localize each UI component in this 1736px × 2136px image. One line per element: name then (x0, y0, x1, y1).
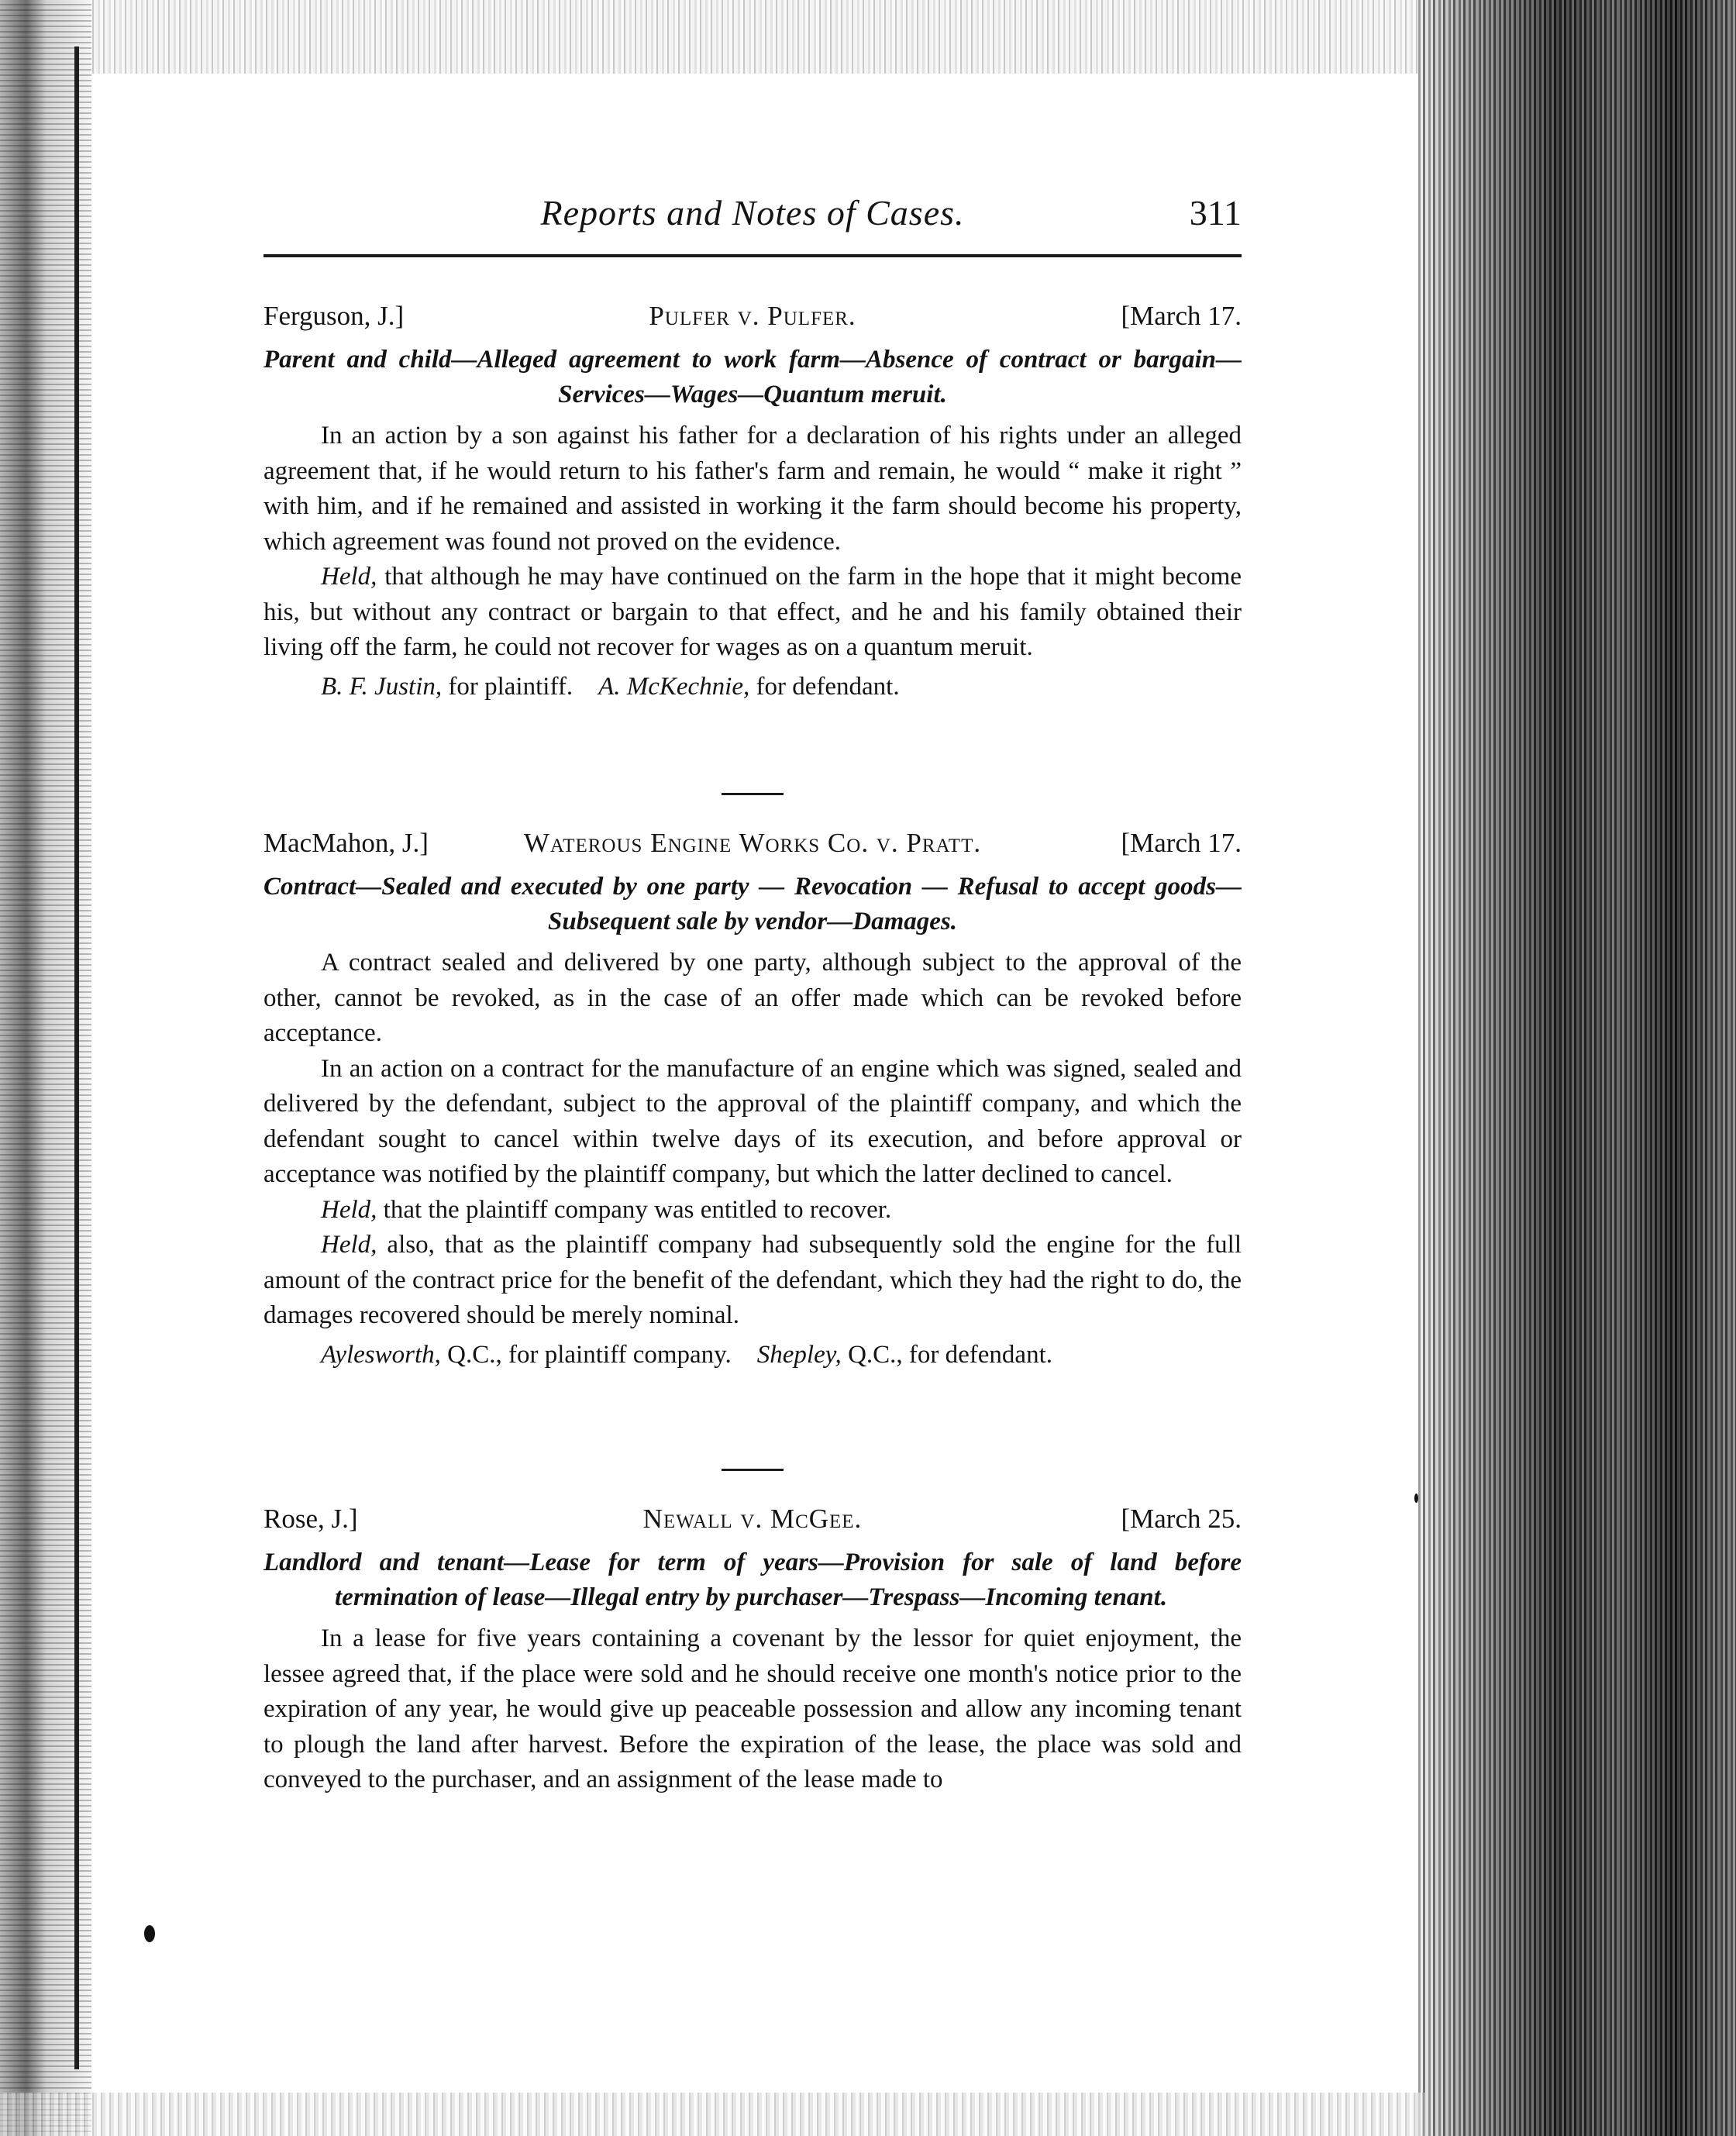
case-catchwords: Contract—Sealed and executed by one party — Revocation — Refusal to accept goods—Subsequent sale by vendor—Damages. (264, 873, 1242, 935)
case-date: [March 17. (1121, 828, 1242, 858)
case-heading (264, 1504, 1242, 1542)
plaintiff-role: Q.C., for plaintiff company. (440, 1340, 732, 1369)
defendant-role: Q.C., for defendant. (841, 1340, 1052, 1369)
scan-left-rule (74, 47, 79, 2069)
case-catchwords: Landlord and tenant—Lease for term of years—Provision for sale of land before termination of lease—Illegal entry by purchaser—Trespass—Incoming tenant. (264, 1549, 1242, 1611)
case-date: [March 25. (1121, 1504, 1242, 1534)
case-heading (264, 301, 1242, 339)
case-holding (264, 560, 1242, 666)
defendant-role: for defendant. (749, 672, 900, 701)
header-rule (264, 254, 1242, 257)
case-pulfer (264, 301, 1242, 705)
plaintiff-counsel: Aylesworth, (321, 1340, 441, 1369)
case-waterous (264, 828, 1242, 1373)
case-date: [March 17. (1121, 301, 1242, 331)
case-paragraph: A contract sealed and delivered by one party, although subject to the approval of the other, cannot be revoked, as in the case of an offer made which can be revoked before acceptance. (264, 949, 1242, 1047)
case-catchwords: Parent and child—Alleged agreement to work farm—Absence of contract or bargain—Services—Wages—Quantum meruit. (264, 346, 1242, 408)
held-label: Held, (321, 563, 377, 591)
case-holding (264, 1193, 1242, 1228)
running-title: Reports and Notes of Cases. (540, 193, 965, 233)
held-label: Held, (321, 1231, 377, 1259)
case-name: Waterous Engine Works Co. v. Pratt. (523, 828, 982, 858)
plaintiff-counsel: B. F. Justin, (321, 672, 443, 701)
scan-speck (1414, 1493, 1418, 1503)
document-page (264, 192, 1242, 1793)
case-judge: Rose, J.] (264, 1504, 358, 1534)
case-name: Newall v. McGee. (642, 1504, 863, 1534)
held-label: Held, (321, 1195, 377, 1224)
case-judge: Ferguson, J.] (264, 301, 405, 331)
case-judge: MacMahon, J.] (264, 828, 429, 858)
held-text: also, that as the plaintiff company had subsequently sold the engine for the full amount of the contract price for the benefit of the defendant, which they had the right to do, the damages recovered should be merely nominal. (264, 1231, 1242, 1329)
scan-noise-bottom (0, 2093, 1426, 2136)
case-newall (264, 1504, 1242, 1798)
case-separator (722, 1469, 784, 1471)
case-heading (264, 828, 1242, 866)
case-counsel (264, 1337, 1242, 1373)
case-holding (264, 1228, 1242, 1334)
defendant-counsel: A. McKechnie, (598, 672, 750, 701)
running-head (264, 192, 1242, 246)
case-paragraph: In an action on a contract for the manufacture of an engine which was signed, sealed and delivered by the defendant, subject to the approval of the plaintiff company, and which the defendant sought to cancel within twelve days of its execution, and before approval or acceptance was notified by the plaintiff company, but which the latter declined to cancel. (264, 1054, 1242, 1188)
held-text: that the plaintiff company was entitled to recover. (377, 1195, 892, 1224)
case-name: Pulfer v. Pulfer. (649, 301, 856, 331)
held-text: that although he may have continued on the farm in the hope that it might become his, but without any contract or bargain to that effect, and he and his family obtained their living off the farm, he could not recover for wages as on a quantum meruit. (264, 563, 1242, 661)
case-counsel (264, 669, 1242, 705)
page-number: 311 (1189, 193, 1242, 233)
defendant-counsel: Shepley, (756, 1340, 842, 1369)
case-paragraph: In an action by a son against his father for a declaration of his rights under an alleged agreement that, if he would return to his father's farm and remain, he would “ make it right ” with him, and if he remained and assisted in working it the farm should become his property, which agreement was found not proved on the evidence. (264, 422, 1242, 556)
scan-speck (144, 1925, 155, 1942)
case-separator (722, 793, 784, 795)
plaintiff-role: for plaintiff. (442, 672, 574, 701)
case-paragraph: In a lease for five years containing a covenant by the lessor for quiet enjoyment, the lessee agreed that, if the place were sold and he should receive one month's notice prior to the expiration of any year, he would give up peaceable possession and allow any incoming tenant to plough the land after harvest. Before the expiration of the lease, the place was sold and conveyed to the purchaser, and an assignment of the lease made to (264, 1624, 1242, 1793)
scan-right-margin (1418, 0, 1736, 2136)
